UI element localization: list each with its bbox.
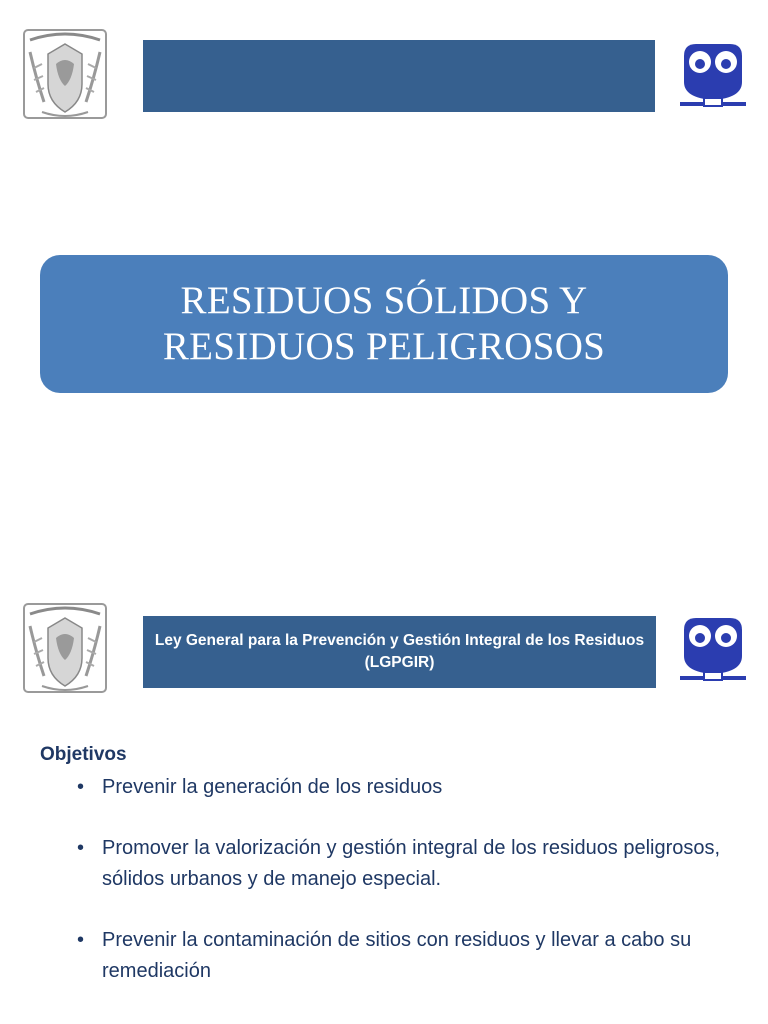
owl-logo-icon — [678, 616, 748, 684]
objectives-slide — [0, 560, 768, 1024]
bullet-marker: • — [77, 929, 85, 951]
list-item — [40, 925, 740, 987]
header-bar — [143, 40, 655, 112]
list-item — [40, 772, 740, 803]
title-line-1: RESIDUOS SÓLIDOS Y — [180, 279, 588, 322]
slide-title — [40, 255, 728, 393]
owl-logo-icon — [678, 42, 748, 110]
bullet-marker: • — [77, 837, 85, 859]
objectives-section — [40, 744, 740, 1017]
bullet-text: Prevenir la contaminación de sitios con residuos y llevar a cabo su remediación — [102, 929, 692, 982]
bullet-marker: • — [77, 776, 85, 798]
bullet-text: Promover la valorización y gestión integral de los residuos peligrosos, sólidos urbanos y de manejo especial. — [102, 837, 721, 890]
list-item — [40, 833, 740, 895]
title-line-2: RESIDUOS PELIGROSOS — [162, 325, 606, 368]
objectives-heading: Objetivos — [40, 744, 127, 765]
law-header: Ley General para la Prevención y Gestión Integral de los Residuos (LGPGIR) — [143, 616, 656, 688]
university-seal-icon — [22, 28, 108, 120]
bullet-text: Prevenir la generación de los residuos — [102, 776, 443, 798]
university-seal-icon — [22, 602, 108, 694]
